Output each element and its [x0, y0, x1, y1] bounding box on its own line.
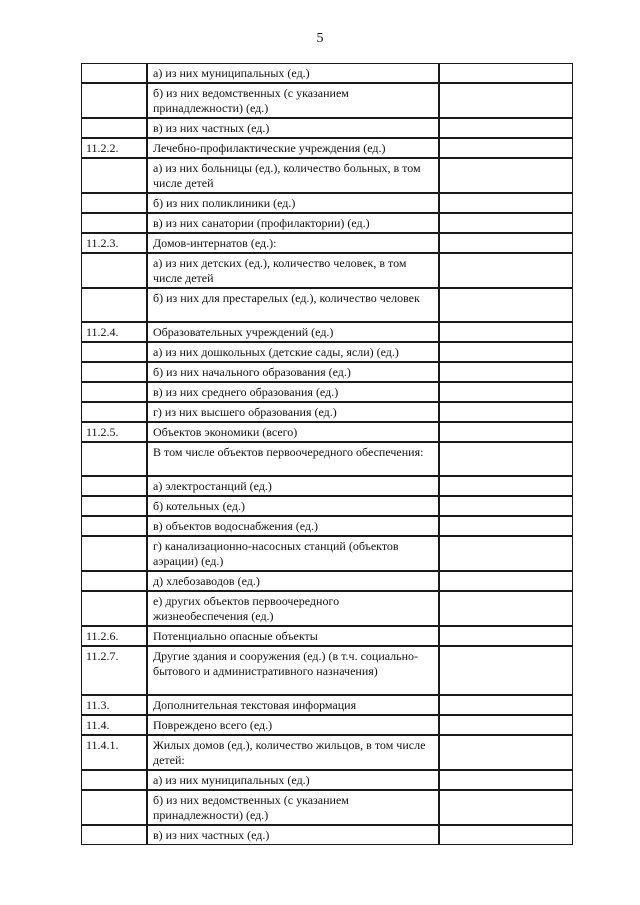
- item-value-cell[interactable]: [439, 516, 573, 536]
- item-value-cell[interactable]: [439, 402, 573, 422]
- item-number-cell: [81, 790, 147, 825]
- item-number-cell: 11.3.: [81, 695, 147, 715]
- table-row: [81, 695, 573, 715]
- table-row: [81, 253, 573, 288]
- item-description-cell: Потенциально опасные объекты: [147, 626, 439, 646]
- item-number-cell: [81, 496, 147, 516]
- table-row: [81, 362, 573, 382]
- item-description-cell: Образовательных учреждений (ед.): [147, 322, 439, 342]
- item-description-cell: в) объектов водоснабжения (ед.): [147, 516, 439, 536]
- item-number-cell: [81, 213, 147, 233]
- item-value-cell[interactable]: [439, 342, 573, 362]
- table-row: [81, 382, 573, 402]
- item-value-cell[interactable]: [439, 770, 573, 790]
- item-value-cell[interactable]: [439, 362, 573, 382]
- item-description-cell: Лечебно-профилактические учреждения (ед.): [147, 138, 439, 158]
- item-value-cell[interactable]: [439, 591, 573, 626]
- item-number-cell: [81, 253, 147, 288]
- item-value-cell[interactable]: [439, 626, 573, 646]
- page-number: 5: [316, 31, 324, 46]
- item-description-cell: в) из них санатории (профилактории) (ед.): [147, 213, 439, 233]
- item-description-cell: б) из них начального образования (ед.): [147, 362, 439, 382]
- item-number-cell: [81, 476, 147, 496]
- table-row: [81, 476, 573, 496]
- item-description-cell: е) других объектов первоочередного жизнеобеспечения (ед.): [147, 591, 439, 626]
- item-value-cell[interactable]: [439, 118, 573, 138]
- table-row: [81, 735, 573, 770]
- item-value-cell[interactable]: [439, 138, 573, 158]
- item-description-cell: б) из них ведомственных (с указанием принадлежности) (ед.): [147, 83, 439, 118]
- item-value-cell[interactable]: [439, 83, 573, 118]
- item-value-cell[interactable]: [439, 646, 573, 695]
- item-number-cell: [81, 193, 147, 213]
- item-number-cell: [81, 118, 147, 138]
- item-number-cell: [81, 362, 147, 382]
- item-description-cell: Объектов экономики (всего): [147, 422, 439, 442]
- item-description-cell: В том числе объектов первоочередного обеспечения:: [147, 442, 439, 476]
- item-value-cell[interactable]: [439, 536, 573, 571]
- item-number-cell: [81, 83, 147, 118]
- item-description-cell: д) хлебозаводов (ед.): [147, 571, 439, 591]
- table-row: [81, 790, 573, 825]
- item-value-cell[interactable]: [439, 422, 573, 442]
- table-row: [81, 591, 573, 626]
- table-row: [81, 63, 573, 83]
- item-number-cell: 11.2.4.: [81, 322, 147, 342]
- item-description-cell: б) из них поликлиники (ед.): [147, 193, 439, 213]
- table-row: [81, 825, 573, 845]
- item-value-cell[interactable]: [439, 695, 573, 715]
- table-row: [81, 422, 573, 442]
- table-row: [81, 158, 573, 193]
- report-form-table: [81, 63, 573, 845]
- item-number-cell: 11.2.3.: [81, 233, 147, 253]
- item-value-cell[interactable]: [439, 790, 573, 825]
- item-number-cell: [81, 571, 147, 591]
- item-description-cell: г) из них высшего образования (ед.): [147, 402, 439, 422]
- item-value-cell[interactable]: [439, 571, 573, 591]
- table-row: [81, 193, 573, 213]
- item-number-cell: [81, 442, 147, 476]
- item-number-cell: [81, 770, 147, 790]
- table-row: [81, 342, 573, 362]
- item-number-cell: 11.2.7.: [81, 646, 147, 695]
- item-value-cell[interactable]: [439, 735, 573, 770]
- item-number-cell: 11.2.2.: [81, 138, 147, 158]
- item-value-cell[interactable]: [439, 63, 573, 83]
- item-value-cell[interactable]: [439, 253, 573, 288]
- item-description-cell: Повреждено всего (ед.): [147, 715, 439, 735]
- item-value-cell[interactable]: [439, 715, 573, 735]
- table-row: [81, 213, 573, 233]
- table-row: [81, 118, 573, 138]
- item-description-cell: Жилых домов (ед.), количество жильцов, в том числе детей:: [147, 735, 439, 770]
- item-description-cell: б) из них для престарелых (ед.), количество человек: [147, 288, 439, 322]
- item-number-cell: [81, 591, 147, 626]
- item-number-cell: [81, 382, 147, 402]
- item-description-cell: в) из них среднего образования (ед.): [147, 382, 439, 402]
- item-number-cell: 11.4.1.: [81, 735, 147, 770]
- item-description-cell: а) электростанций (ед.): [147, 476, 439, 496]
- item-number-cell: 11.4.: [81, 715, 147, 735]
- item-description-cell: а) из них детских (ед.), количество человек, в том числе детей: [147, 253, 439, 288]
- table-row: [81, 138, 573, 158]
- table-row: [81, 496, 573, 516]
- item-number-cell: [81, 342, 147, 362]
- item-value-cell[interactable]: [439, 496, 573, 516]
- item-number-cell: [81, 158, 147, 193]
- item-description-cell: а) из них муниципальных (ед.): [147, 770, 439, 790]
- item-number-cell: 11.2.6.: [81, 626, 147, 646]
- table-row: [81, 83, 573, 118]
- table-row: [81, 571, 573, 591]
- item-description-cell: Другие здания и сооружения (ед.) (в т.ч. социально-бытового и административного назначения): [147, 646, 439, 695]
- item-number-cell: [81, 536, 147, 571]
- table-row: [81, 770, 573, 790]
- item-number-cell: 11.2.5.: [81, 422, 147, 442]
- item-description-cell: а) из них больницы (ед.), количество больных, в том числе детей: [147, 158, 439, 193]
- item-value-cell[interactable]: [439, 193, 573, 213]
- item-value-cell[interactable]: [439, 322, 573, 342]
- item-description-cell: Дополнительная текстовая информация: [147, 695, 439, 715]
- item-description-cell: а) из них муниципальных (ед.): [147, 63, 439, 83]
- table-row: [81, 288, 573, 322]
- table-row: [81, 233, 573, 253]
- item-description-cell: б) из них ведомственных (с указанием принадлежности) (ед.): [147, 790, 439, 825]
- table-row: [81, 402, 573, 422]
- table-row: [81, 715, 573, 735]
- item-description-cell: г) канализационно-насосных станций (объектов аэрации) (ед.): [147, 536, 439, 571]
- item-description-cell: в) из них частных (ед.): [147, 118, 439, 138]
- item-value-cell[interactable]: [439, 476, 573, 496]
- item-value-cell[interactable]: [439, 158, 573, 193]
- item-number-cell: [81, 825, 147, 845]
- item-description-cell: а) из них дошкольных (детские сады, ясли) (ед.): [147, 342, 439, 362]
- table-row: [81, 646, 573, 695]
- item-value-cell[interactable]: [439, 442, 573, 476]
- table-row: [81, 322, 573, 342]
- table-row: [81, 442, 573, 476]
- item-value-cell[interactable]: [439, 382, 573, 402]
- item-number-cell: [81, 63, 147, 83]
- item-description-cell: б) котельных (ед.): [147, 496, 439, 516]
- item-number-cell: [81, 402, 147, 422]
- item-value-cell[interactable]: [439, 825, 573, 845]
- item-value-cell[interactable]: [439, 233, 573, 253]
- item-number-cell: [81, 288, 147, 322]
- table-row: [81, 626, 573, 646]
- table-row: [81, 516, 573, 536]
- item-value-cell[interactable]: [439, 288, 573, 322]
- item-number-cell: [81, 516, 147, 536]
- item-value-cell[interactable]: [439, 213, 573, 233]
- item-description-cell: Домов-интернатов (ед.):: [147, 233, 439, 253]
- item-description-cell: в) из них частных (ед.): [147, 825, 439, 845]
- table-row: [81, 536, 573, 571]
